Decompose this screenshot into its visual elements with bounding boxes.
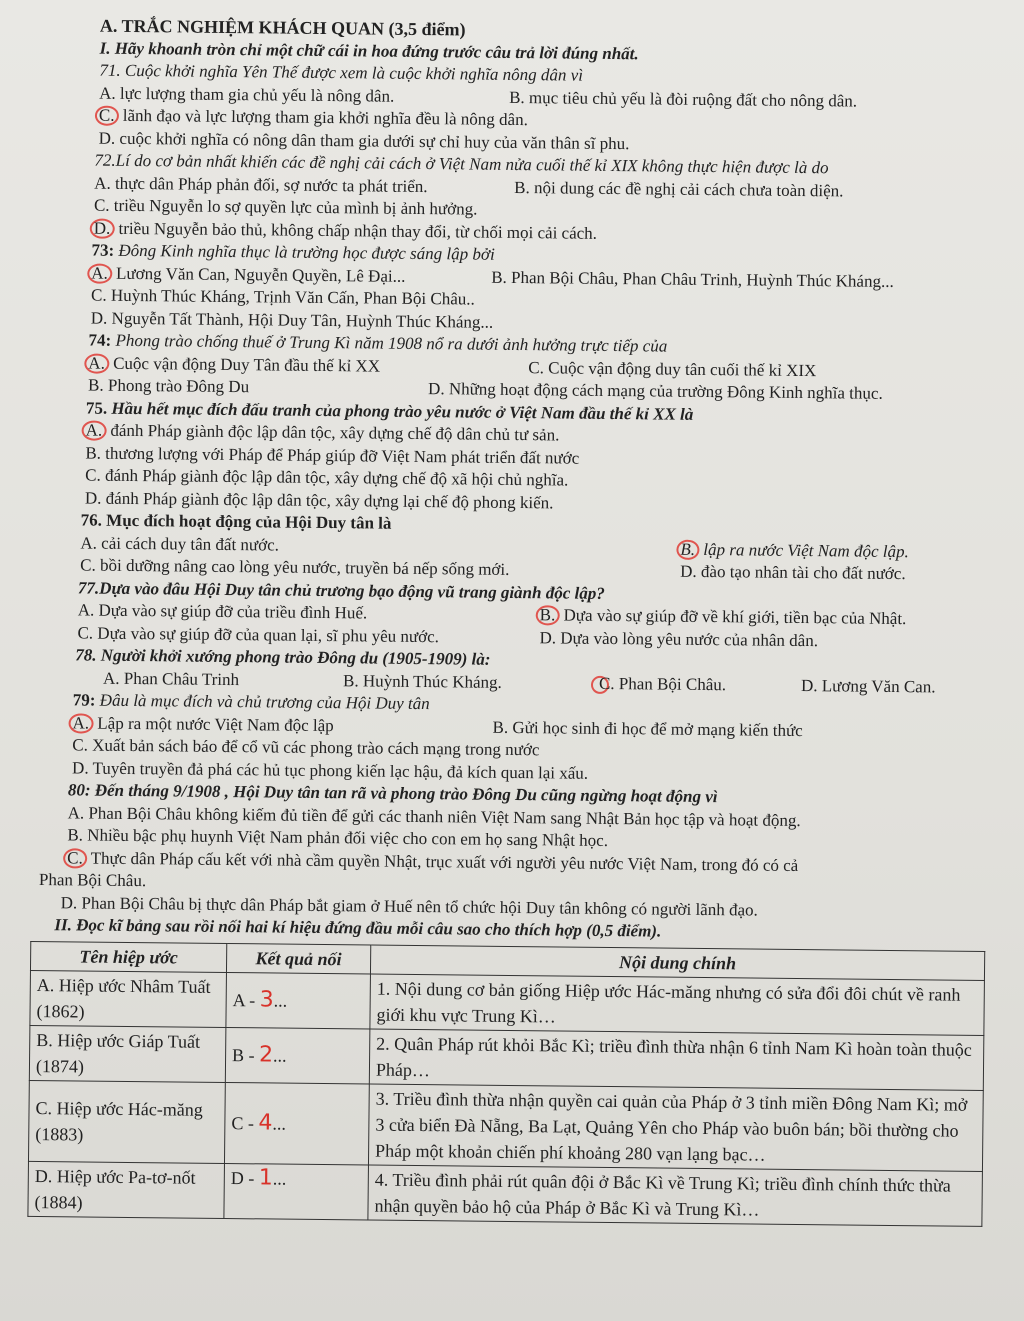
q73-stem: Đông Kinh nghĩa thục là trường học được sáng lập bởi (114, 240, 495, 264)
q79-option-d[interactable]: D. Tuyên truyền đả phá các hủ tục phong kiến lạc hậu, đả kích quan lại xấu. (72, 757, 589, 783)
q75-number: 75. (85, 398, 108, 418)
q78-stem: 78. Người khởi xướng phong trào Đông du (1905-1909) là: (75, 645, 491, 669)
content-cell: 1. Nội dung cơ bản giống Hiệp ước Hác-măng nhưng có sửa đổi đôi chút về ranh giới khu vực Trung Kì… (370, 974, 985, 1035)
header-main-content: Nội dung chính (370, 945, 984, 980)
q75-option-d[interactable]: D. đánh Pháp giành độc lập dân tộc, xây dựng lại chế độ phong kiến. (84, 487, 554, 512)
q73-option-d[interactable]: D. Nguyễn Tất Thành, Hội Duy Tân, Huỳnh Thúc Kháng... (90, 308, 494, 332)
q79-option-a-text: Lập ra một nước Việt Nam độc lập (97, 713, 334, 735)
q78-option-a[interactable]: A. Phan Châu Trinh (102, 668, 240, 689)
q79-option-c[interactable]: C. Xuất bản sách báo để cổ vũ các phong trào cách mạng trong nước (72, 735, 540, 760)
handwritten-answer: 3 (259, 986, 274, 1013)
q73-option-b[interactable]: B. Phan Bội Châu, Phan Châu Trinh, Huỳnh Thúc Kháng... (491, 267, 894, 291)
q77-stem: 77.Dựa vào đâu Hội Duy tân chủ trương bạo động vũ trang giành độc lập? (77, 577, 605, 603)
q74-option-d[interactable]: D. Những hoạt động cách mạng của trường Đông Kinh nghĩa thục. (427, 379, 883, 403)
treaty-matching-table (27, 940, 985, 1226)
content-cell: 4. Triều đình phải rút quân đội ở Bắc Kì về Trung Kì; triều đình chính thức thừa nhận quyền bảo hộ của Pháp ở Bắc Kì và Trung Kì… (368, 1165, 983, 1226)
q74-stem: Phong trào chống thuế ở Trung Kì năm 1908 nổ ra dưới ảnh hưởng trực tiếp của (111, 330, 668, 356)
q80-option-d[interactable]: D. Phan Bội Châu bị thực dân Pháp bắt giam ở Huế nên tổ chức hội Duy tân không có người lãnh đạo. (60, 892, 758, 920)
match-prefix: B - (232, 1044, 260, 1065)
match-prefix: A - (232, 989, 260, 1010)
table-row (28, 1080, 983, 1171)
q75-option-a-text: đánh Pháp giành độc lập dân tộc, xây dựng chế độ dân chủ tư sản. (110, 420, 560, 445)
q76-option-d[interactable]: D. đào tạo nhân tài cho đất nước. (680, 561, 906, 584)
q77-option-b[interactable] (540, 605, 907, 628)
q78-option-c-text: C. Phan Bội Châu. (598, 673, 727, 694)
handwritten-answer: 4 (258, 1109, 273, 1135)
answer-circle-mark: A. (68, 713, 93, 733)
content-cell: 2. Quân Pháp rút khỏi Bắc Kì; triều đình thừa nhận 6 tỉnh Nam Kì hoàn toàn thuộc Pháp… (369, 1029, 984, 1090)
q75-stem: Hầu hết mục đích đấu tranh của phong trào yêu nước ở Việt Nam đầu thế kỉ XX là (107, 398, 694, 424)
q72-option-d-text: triều Nguyễn bảo thủ, không chấp nhận thay đổi, từ chối mọi cải cách. (118, 218, 598, 243)
header-match-result: Kết quả nối (226, 943, 370, 974)
q76-option-c[interactable]: C. bồi dưỡng nâng cao lòng yêu nước, truyền bá nếp sống mới. (80, 555, 510, 579)
handwritten-answer: 1 (258, 1164, 273, 1191)
answer-circle-mark: A. (87, 263, 112, 283)
q72-option-b[interactable]: B. nội dung các đề nghị cải cách chưa toàn diện. (514, 177, 844, 200)
table-row (29, 1025, 984, 1090)
q77-option-b-text: Dựa vào sự giúp đỡ về khí giới, tiền bạc của Nhật. (563, 605, 907, 629)
q76-option-b-text: lập ra nước Việt Nam độc lập. (703, 539, 909, 561)
q71-option-a[interactable]: A. lực lượng tham gia chủ yếu là nông dân. (99, 83, 395, 106)
q76-option-b[interactable] (680, 539, 909, 560)
answer-circle-mark: A. (82, 420, 107, 440)
treaty-cell: D. Hiệp ước Pa-tơ-nốt (1884) (28, 1161, 225, 1218)
content-cell: 3. Triều đình thừa nhận quyền cai quản của Pháp ở 3 tỉnh miền Đông Nam Kì; mở 3 cửa biển Đà Nẵng, Ba Lạt, Quảng Yên cho Pháp vào buôn bán; bồi thường cho Pháp một khoản chiến phí khoảng 280 vạn lạng bạc… (368, 1084, 983, 1171)
q77-option-a[interactable]: A. Dựa vào sự giúp đỡ của triều đình Huế. (77, 600, 368, 623)
q71-option-b[interactable]: B. mục tiêu chủ yếu là đòi ruộng đất cho nông dân. (509, 87, 858, 111)
q73-option-a-text: Lương Văn Can, Nguyễn Quyền, Lê Đại... (115, 263, 406, 286)
q77-option-d[interactable]: D. Dựa vào lòng yêu nước của nhân dân. (539, 627, 819, 650)
q79-number: 79: (72, 690, 96, 710)
q72-stem: 72.Lí do cơ bản nhất khiến các đề nghị cải cách ở Việt Nam nửa cuối thế kỉ XIX không thực hiện được là do (94, 150, 829, 178)
header-treaty-name: Tên hiệp ước (30, 941, 226, 972)
match-answer-field[interactable]: B - 2... (225, 1027, 370, 1084)
q73-number: 73: (91, 240, 115, 260)
q79-option-b[interactable]: B. Gửi học sinh đi học để mở mạng kiến thức (492, 717, 803, 740)
answer-circle-mark: A. (84, 353, 109, 373)
q80-option-a[interactable]: A. Phan Bội Châu không kiếm đủ tiền để gửi các thanh niên Việt Nam sang Nhật Bản học tập và hoạt động. (67, 802, 801, 830)
section-ii-instruction: II. Đọc kĩ bảng sau rồi nối hai kí hiệu đứng đầu mỗi câu sao cho thích hợp (0,5 điểm). (54, 915, 662, 941)
q75-option-c[interactable]: C. đánh Pháp giành độc lập dân tộc, xây dựng chế độ xã hội chủ nghĩa. (85, 465, 569, 490)
q80-option-b[interactable]: B. Nhiều bậc phụ huynh Việt Nam phản đối việc cho con em họ sang Nhật học. (67, 825, 609, 850)
treaty-cell: A. Hiệp ước Nhâm Tuất (1862) (30, 970, 227, 1027)
table-row (30, 970, 985, 1035)
match-answer-field[interactable]: D - 1... (224, 1163, 369, 1220)
section-a-instruction: I. Hãy khoanh tròn chỉ một chữ cái in hoa đứng trước câu trả lời đúng nhất. (99, 38, 639, 63)
q79-stem: Đâu là mục đích và chủ trương của Hội Duy tân (95, 690, 430, 714)
q74-option-a-text: Cuộc vận động Duy Tân đầu thế kỉ XX (113, 353, 381, 376)
q73-option-c[interactable]: C. Huỳnh Thúc Kháng, Trịnh Văn Cấn, Phan Bội Châu.. (90, 285, 475, 309)
q78-option-b[interactable]: B. Huỳnh Thúc Kháng. (342, 670, 502, 692)
treaty-cell: B. Hiệp ước Giáp Tuất (1874) (29, 1025, 226, 1082)
q71-stem: 71. Cuộc khởi nghĩa Yên Thế được xem là cuộc khởi nghĩa nông dân vì (99, 60, 584, 85)
exam-content (27, 14, 1000, 1226)
q78-option-c[interactable] (597, 672, 801, 697)
q74-option-c[interactable]: C. Cuộc vận động duy tân cuối thế kỉ XIX (528, 357, 817, 380)
section-a-title: A. TRẮC NGHIỆM KHÁCH QUAN (3,5 điểm) (99, 15, 466, 40)
q80-option-c-text: Thực dân Pháp cấu kết với nhà cầm quyền Nhật, trục xuất với người yêu nước Việt Nam, trong đó có cả (90, 848, 799, 875)
match-answer-field[interactable]: C - 4... (224, 1082, 369, 1165)
q72-option-a[interactable]: A. thực dân Pháp phản đối, sợ nước ta phát triển. (94, 173, 428, 196)
q76-option-a[interactable]: A. cải cách duy tân đất nước. (80, 532, 280, 555)
q80-option-c-cont: Phan Bội Châu. (38, 870, 147, 891)
q77-option-c[interactable]: C. Dựa vào sự giúp đỡ của quan lại, sĩ phu yêu nước. (77, 622, 440, 646)
handwritten-answer: 2 (258, 1041, 274, 1067)
q76-stem: 76. Mục đích hoạt động của Hội Duy tân là (80, 510, 392, 533)
q75-option-b[interactable]: B. thương lượng với Pháp để Pháp giúp đỡ Việt Nam phát triển đất nước (85, 443, 580, 468)
answer-circle-mark: B. (536, 605, 560, 625)
q74-option-b[interactable]: B. Phong trào Đông Du (88, 375, 250, 397)
q71-option-c-text: lãnh đạo và lực lượng tham gia khởi nghĩa đều là nông dân. (122, 105, 528, 130)
q74-number: 74: (88, 330, 112, 350)
match-prefix: C - (231, 1112, 259, 1133)
q72-option-c[interactable]: C. triều Nguyễn lo sợ quyền lực của mình bị ảnh hưởng. (93, 195, 478, 219)
match-prefix: D - (230, 1167, 259, 1188)
answer-circle-mark: C. (63, 848, 87, 868)
q71-option-d[interactable]: D. cuộc khởi nghĩa có nông dân tham gia dưới sự chỉ huy của văn thân sĩ phu. (98, 128, 630, 153)
treaty-cell: C. Hiệp ước Hác-măng (1883) (28, 1080, 225, 1163)
answer-circle-mark: C. (95, 106, 119, 126)
q78-option-d[interactable]: D. Lương Văn Can. (800, 675, 936, 696)
answer-circle-mark: D. (90, 218, 115, 238)
q80-stem: 80: Đến tháng 9/1908 , Hội Duy tân tan rã và phong trào Đông Du cũng ngừng hoạt động vì (67, 780, 718, 807)
match-answer-field[interactable]: A - 3... (226, 972, 371, 1029)
answer-circle-mark: B. (676, 539, 699, 559)
table-row (28, 1161, 983, 1226)
